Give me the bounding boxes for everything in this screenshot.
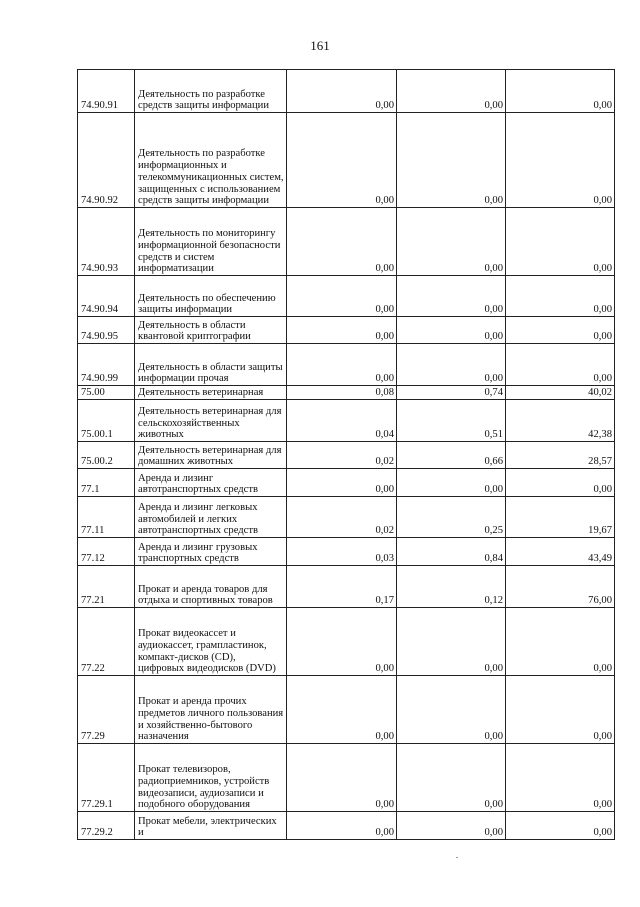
table-row (78, 608, 615, 676)
value-col-1: 0,00 (287, 469, 397, 497)
okved-code: 74.90.95 (78, 317, 135, 344)
value-col-3: 0,00 (506, 276, 615, 317)
scan-speck (456, 857, 458, 858)
value-col-3: 0,00 (506, 744, 615, 812)
value-col-3: 43,49 (506, 538, 615, 566)
value-col-2: 0,00 (397, 70, 506, 113)
value-col-1: 0,00 (287, 344, 397, 386)
okved-code: 77.29.1 (78, 744, 135, 812)
data-table (77, 69, 615, 840)
activity-name: Прокат и аренда товаров для отдыха и спортивных товаров (135, 566, 287, 608)
activity-name: Деятельность в области защиты информации прочая (135, 344, 287, 386)
okved-code: 77.29 (78, 676, 135, 744)
value-col-3: 0,00 (506, 208, 615, 276)
okved-code: 74.90.94 (78, 276, 135, 317)
value-col-1: 0,03 (287, 538, 397, 566)
value-col-2: 0,00 (397, 744, 506, 812)
value-col-2: 0,74 (397, 386, 506, 400)
okved-code: 77.21 (78, 566, 135, 608)
activity-name: Прокат видеокассет и аудиокассет, грампластинок, компакт-дисков (CD), цифровых видеодисков (DVD) (135, 608, 287, 676)
value-col-2: 0,00 (397, 113, 506, 208)
value-col-2: 0,12 (397, 566, 506, 608)
table-row (78, 317, 615, 344)
table-body (78, 70, 615, 840)
value-col-1: 0,00 (287, 317, 397, 344)
value-col-3: 0,00 (506, 812, 615, 840)
value-col-1: 0,02 (287, 442, 397, 469)
table-row (78, 497, 615, 538)
value-col-3: 0,00 (506, 113, 615, 208)
value-col-3: 19,67 (506, 497, 615, 538)
okved-code: 74.90.93 (78, 208, 135, 276)
okved-code: 77.1 (78, 469, 135, 497)
table-row (78, 386, 615, 400)
value-col-3: 40,02 (506, 386, 615, 400)
value-col-1: 0,00 (287, 113, 397, 208)
okved-code: 74.90.99 (78, 344, 135, 386)
table-row (78, 676, 615, 744)
value-col-2: 0,00 (397, 317, 506, 344)
value-col-2: 0,51 (397, 400, 506, 442)
table-row (78, 344, 615, 386)
value-col-3: 0,00 (506, 608, 615, 676)
value-col-2: 0,00 (397, 608, 506, 676)
activity-name: Деятельность ветеринарная (135, 386, 287, 400)
value-col-1: 0,00 (287, 276, 397, 317)
okved-code: 74.90.92 (78, 113, 135, 208)
activity-name: Прокат телевизоров, радиоприемников, устройств видеозаписи, аудиозаписи и подобного оборудования (135, 744, 287, 812)
table-row (78, 208, 615, 276)
okved-code: 75.00 (78, 386, 135, 400)
table-row (78, 566, 615, 608)
value-col-2: 0,00 (397, 208, 506, 276)
value-col-3: 0,00 (506, 469, 615, 497)
table-row (78, 276, 615, 317)
activity-name: Прокат мебели, электрических и (135, 812, 287, 840)
activity-name: Деятельность ветеринарная для домашних животных (135, 442, 287, 469)
value-col-3: 0,00 (506, 70, 615, 113)
value-col-1: 0,00 (287, 676, 397, 744)
value-col-3: 42,38 (506, 400, 615, 442)
table-row (78, 113, 615, 208)
page-number: 161 (310, 38, 330, 53)
value-col-2: 0,00 (397, 676, 506, 744)
activity-name: Деятельность по мониторингу информационной безопасности средств и систем информатизации (135, 208, 287, 276)
okved-code: 77.11 (78, 497, 135, 538)
value-col-3: 0,00 (506, 676, 615, 744)
value-col-3: 28,57 (506, 442, 615, 469)
okved-code: 77.22 (78, 608, 135, 676)
value-col-1: 0,04 (287, 400, 397, 442)
table-row (78, 400, 615, 442)
value-col-2: 0,00 (397, 344, 506, 386)
value-col-3: 0,00 (506, 317, 615, 344)
activity-name: Деятельность по разработке средств защиты информации (135, 70, 287, 113)
table-row (78, 442, 615, 469)
value-col-1: 0,00 (287, 812, 397, 840)
value-col-3: 0,00 (506, 344, 615, 386)
activity-name: Аренда и лизинг грузовых транспортных средств (135, 538, 287, 566)
value-col-2: 0,84 (397, 538, 506, 566)
value-col-2: 0,00 (397, 469, 506, 497)
value-col-1: 0,08 (287, 386, 397, 400)
value-col-2: 0,00 (397, 812, 506, 840)
table-row (78, 744, 615, 812)
activity-name: Деятельность по разработке информационных и телекоммуникационных систем, защищенных с использованием средств защиты информации (135, 113, 287, 208)
value-col-1: 0,00 (287, 608, 397, 676)
activity-name: Деятельность ветеринарная для сельскохозяйственных животных (135, 400, 287, 442)
table-row (78, 812, 615, 840)
value-col-2: 0,25 (397, 497, 506, 538)
activity-name: Прокат и аренда прочих предметов личного пользования и хозяйственно-бытового назначения (135, 676, 287, 744)
activity-name: Деятельность по обеспечению защиты информации (135, 276, 287, 317)
value-col-1: 0,00 (287, 70, 397, 113)
value-col-3: 76,00 (506, 566, 615, 608)
table-row (78, 469, 615, 497)
value-col-2: 0,66 (397, 442, 506, 469)
activity-name: Деятельность в области квантовой криптографии (135, 317, 287, 344)
value-col-1: 0,00 (287, 744, 397, 812)
value-col-1: 0,17 (287, 566, 397, 608)
table-row (78, 70, 615, 113)
value-col-1: 0,02 (287, 497, 397, 538)
okved-code: 75.00.1 (78, 400, 135, 442)
value-col-1: 0,00 (287, 208, 397, 276)
okved-code: 77.12 (78, 538, 135, 566)
activity-name: Аренда и лизинг легковых автомобилей и легких автотранспортных средств (135, 497, 287, 538)
activity-name: Аренда и лизинг автотранспортных средств (135, 469, 287, 497)
okved-code: 75.00.2 (78, 442, 135, 469)
okved-code: 74.90.91 (78, 70, 135, 113)
okved-code: 77.29.2 (78, 812, 135, 840)
table-row (78, 538, 615, 566)
value-col-2: 0,00 (397, 276, 506, 317)
